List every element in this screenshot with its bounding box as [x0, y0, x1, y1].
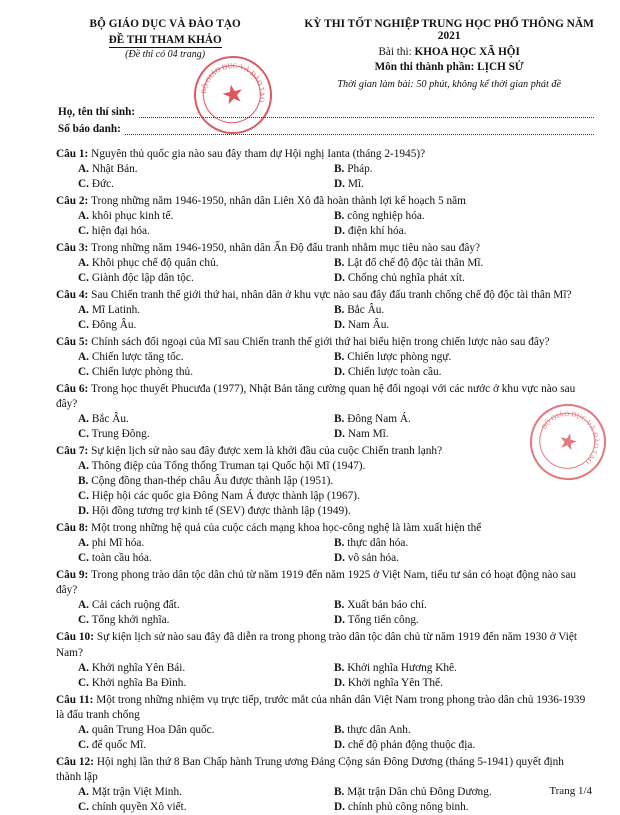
answer-option[interactable]	[78, 661, 334, 676]
answer-option[interactable]	[334, 162, 590, 177]
question-number: Câu 9:	[56, 569, 89, 582]
answer-option[interactable]	[78, 800, 334, 815]
question-stem	[56, 521, 590, 536]
answer-option[interactable]	[334, 224, 590, 239]
answer-option-text: chính quyền Xô viết.	[91, 800, 187, 813]
answer-option-text: vô sản hóa.	[347, 552, 399, 565]
answer-option-letter: D.	[334, 738, 345, 751]
answer-option-text: phi Mĩ hóa.	[91, 537, 145, 550]
answer-option[interactable]	[334, 412, 590, 427]
component-label: Môn thi thành phần:	[374, 61, 475, 73]
answer-options	[56, 536, 590, 566]
candidate-name-field[interactable]	[139, 108, 594, 118]
answer-option[interactable]	[334, 661, 590, 676]
answer-option[interactable]	[78, 613, 334, 628]
answer-option-letter: B.	[334, 661, 345, 674]
answer-option[interactable]	[78, 504, 590, 519]
answer-option-letter: A.	[78, 661, 89, 674]
component-value: LỊCH SỬ	[477, 61, 524, 73]
answer-option[interactable]	[78, 785, 334, 800]
answer-option-text: Tổng khởi nghĩa.	[91, 614, 170, 627]
answer-option-text: đế quốc Mĩ.	[91, 738, 147, 751]
answer-option-letter: C.	[78, 319, 89, 332]
candidate-id-row	[58, 123, 594, 135]
header-right-block	[304, 18, 594, 90]
answer-option-text: thực dân Anh.	[347, 723, 411, 736]
answer-option[interactable]	[78, 676, 334, 691]
answer-option-text: Cải cách ruộng đất.	[91, 599, 180, 612]
answer-options	[56, 412, 590, 442]
question-block	[56, 382, 590, 442]
answer-option-text: Đông Nam Á.	[347, 413, 411, 426]
question-text: Chính sách đối ngoại của Mĩ sau Chiến tranh thế giới thứ hai biểu hiện trong chiến lược nào sau đây?	[91, 336, 550, 349]
question-number: Câu 1:	[56, 148, 89, 160]
answer-option[interactable]	[334, 256, 590, 271]
answer-option-text: Mặt trận Dân chủ Đông Dương.	[347, 785, 492, 798]
answer-option[interactable]	[78, 738, 334, 753]
question-number: Câu 8:	[56, 522, 89, 535]
answer-option-text: Chiến lược phòng thủ.	[91, 366, 194, 379]
question-stem	[56, 194, 590, 209]
answer-option[interactable]	[78, 271, 334, 286]
answer-option[interactable]	[78, 162, 334, 177]
answer-option-text: quân Trung Hoa Dân quốc.	[91, 723, 215, 736]
question-list	[56, 147, 590, 815]
answer-option-letter: C.	[78, 366, 89, 379]
answer-option-letter: B.	[334, 599, 345, 612]
question-stem	[56, 382, 590, 412]
subject-group-line	[304, 46, 594, 58]
answer-option-letter: C.	[78, 614, 89, 627]
question-text: Sau Chiến tranh thế giới thứ hai, nhân dân ở khu vực nào sau đây đấu tranh chống chế độ độc tài thân Mĩ?	[91, 289, 572, 302]
candidate-name-row	[58, 106, 594, 118]
answer-option[interactable]	[334, 365, 590, 380]
question-block	[56, 521, 590, 566]
answer-option-letter: A.	[78, 460, 89, 473]
answer-option-letter: A.	[78, 599, 89, 612]
question-number: Câu 5:	[56, 336, 89, 349]
answer-option-text: Nam Âu.	[347, 319, 390, 332]
question-text: Một trong những hệ quả của cuộc cách mạng khoa học-công nghệ là làm xuất hiện thế	[91, 522, 482, 535]
answer-option[interactable]	[78, 350, 334, 365]
answer-option-text: Khôi phục chế độ quân chủ.	[91, 257, 219, 270]
question-block	[56, 755, 590, 815]
answer-option[interactable]	[334, 209, 590, 224]
component-subject-line	[304, 61, 594, 73]
answer-options	[56, 350, 590, 380]
answer-option-letter: B.	[334, 537, 345, 550]
answer-option-text: Hiệp hội các quốc gia Đông Nam Á được thành lập (1967).	[91, 490, 360, 503]
answer-option-letter: D.	[334, 552, 345, 565]
answer-option[interactable]	[334, 427, 590, 442]
answer-option-letter: D.	[334, 614, 345, 627]
question-stem	[56, 241, 590, 256]
answer-option[interactable]	[334, 350, 590, 365]
question-text: Trong những năm 1946-1950, nhân dân Liên Xô đã hoàn thành lợi kế hoạch 5 năm	[90, 195, 466, 208]
answer-option-letter: C.	[78, 272, 89, 285]
question-stem	[56, 630, 590, 660]
answer-option-text: Bắc Âu.	[91, 413, 129, 426]
answer-option-letter: A.	[78, 210, 89, 223]
answer-option-letter: A.	[78, 785, 89, 798]
answer-option[interactable]	[334, 318, 590, 333]
candidate-id-label: Số báo danh:	[58, 123, 121, 135]
question-number: Câu 12:	[56, 755, 94, 768]
answer-option-letter: D.	[78, 505, 89, 518]
answer-options	[56, 459, 590, 519]
ministry-name: BỘ GIÁO DỤC VÀ ĐÀO TẠO	[89, 18, 241, 30]
answer-options	[56, 598, 590, 628]
answer-option[interactable]	[334, 676, 590, 691]
answer-option[interactable]	[334, 613, 590, 628]
answer-option[interactable]	[334, 738, 590, 753]
answer-option[interactable]	[78, 365, 334, 380]
answer-option-letter: A.	[78, 304, 89, 317]
question-text: Hội nghị lần thứ 8 Ban Chấp hành Trung ương Đảng Cộng sản Đông Dương (tháng 5-1941) quyết định thành lập	[56, 755, 564, 783]
answer-option[interactable]	[334, 598, 590, 613]
answer-option-letter: C.	[78, 552, 89, 565]
page-footer: Trang 1/4	[549, 785, 592, 797]
svg-text:BỘ GIÁO DỤC VÀ ĐÀO TẠO: BỘ GIÁO DỤC VÀ ĐÀO TẠO	[199, 61, 267, 103]
answer-option-text: Khởi nghĩa Ba Đình.	[91, 676, 187, 689]
question-number: Câu 11:	[56, 693, 94, 706]
answer-option[interactable]	[78, 474, 590, 489]
answer-option-text: Bắc Âu.	[347, 304, 385, 317]
exam-type: ĐỀ THI THAM KHẢO	[108, 34, 222, 46]
answer-option-letter: D.	[334, 366, 345, 379]
answer-options	[56, 661, 590, 691]
answer-option-text: Thông điệp của Tổng thống Truman tại Quốc hội Mĩ (1947).	[91, 460, 366, 473]
answer-option-text: Giành độc lập dân tộc.	[91, 272, 194, 285]
question-block	[56, 194, 590, 239]
answer-option-letter: D.	[334, 272, 345, 285]
question-stem	[56, 444, 590, 459]
answer-option-text: Mặt trận Việt Minh.	[91, 785, 182, 798]
candidate-info	[58, 106, 594, 135]
page-count-note: (Đề thi có 04 trang)	[125, 49, 206, 60]
answer-option-text: Chống chủ nghĩa phát xít.	[347, 272, 465, 285]
answer-option-text: Tổng tiến công.	[347, 614, 419, 627]
answer-option[interactable]	[334, 271, 590, 286]
answer-option[interactable]	[78, 224, 334, 239]
answer-option[interactable]	[78, 209, 334, 224]
question-block	[56, 335, 590, 380]
answer-option[interactable]	[78, 256, 334, 271]
question-stem	[56, 693, 590, 723]
question-text: Trong những năm 1946-1950, nhân dân Ấn Độ đấu tranh nhằm mục tiêu nào sau đây?	[90, 242, 481, 255]
subject-group-value: KHOA HỌC XÃ HỘI	[414, 46, 520, 58]
answer-option[interactable]	[334, 177, 590, 192]
question-text: Nguyên thủ quốc gia nào sau đây tham dự Hội nghị Ianta (tháng 2-1945)?	[91, 148, 426, 160]
exam-title: KỲ THI TỐT NGHIỆP TRUNG HỌC PHỔ THÔNG NĂM 2021	[304, 18, 594, 42]
answer-option-letter: B.	[334, 304, 345, 317]
answer-option-letter: D.	[334, 800, 345, 813]
question-stem	[56, 335, 590, 350]
answer-option-letter: A.	[78, 723, 89, 736]
answer-options	[56, 723, 590, 753]
answer-option[interactable]	[78, 459, 590, 474]
answer-option-letter: B.	[334, 723, 345, 736]
question-text: Trong học thuyết Phucưđa (1977), Nhật Bản tăng cường quan hệ đối ngoại với các nước ở khu vực nào sau đây?	[56, 383, 576, 411]
question-stem	[56, 288, 590, 303]
answer-option-text: Mĩ.	[347, 178, 364, 191]
answer-option-text: toàn cầu hóa.	[91, 552, 152, 565]
answer-option-text: chế độ phản động thuộc địa.	[347, 738, 476, 751]
answer-option-letter: D.	[334, 225, 345, 238]
answer-option-text: Mĩ Latinh.	[91, 304, 141, 317]
question-stem	[56, 147, 590, 162]
answer-option-letter: C.	[78, 428, 89, 441]
answer-option-letter: B.	[334, 351, 345, 364]
question-stem	[56, 755, 590, 785]
answer-option-text: Khởi nghĩa Yên Thế.	[347, 676, 443, 689]
answer-option-letter: C.	[78, 178, 89, 191]
answer-option-text: Xuất bản báo chí.	[347, 599, 427, 612]
question-text: Sự kiện lịch sử nào sau đây đã diễn ra trong phong trào dân tộc dân chủ từ năm 1919 đến năm 1930 ở Việt Nam?	[56, 631, 578, 659]
answer-option-text: thực dân hóa.	[347, 537, 409, 550]
question-stem	[56, 568, 590, 598]
answer-option[interactable]	[78, 427, 334, 442]
answer-option[interactable]	[78, 412, 334, 427]
answer-option[interactable]	[334, 551, 590, 566]
answer-option-letter: B.	[334, 210, 345, 223]
answer-option-text: Chiến lược toàn cầu.	[347, 366, 442, 379]
answer-option-text: chính phủ công nông binh.	[347, 800, 469, 813]
answer-option-text: khôi phục kinh tế.	[91, 210, 174, 223]
answer-option-letter: C.	[78, 225, 89, 238]
question-number: Câu 4:	[56, 289, 89, 302]
time-note: Thời gian làm bài: 50 phút, không kể thời gian phát đề	[337, 79, 561, 90]
answer-options	[56, 162, 590, 192]
question-number: Câu 10:	[56, 631, 94, 644]
answer-option-letter: C.	[78, 676, 89, 689]
answer-option-letter: B.	[334, 413, 345, 426]
answer-option[interactable]	[78, 177, 334, 192]
answer-option-text: Chiến lược phòng ngự.	[347, 351, 452, 364]
answer-option-text: Nam Mĩ.	[347, 428, 389, 441]
answer-option-text: Khởi nghĩa Yên Bái.	[91, 661, 186, 674]
question-block	[56, 241, 590, 286]
question-block	[56, 693, 590, 753]
answer-option-letter: A.	[78, 413, 89, 426]
answer-option[interactable]	[334, 303, 590, 318]
answer-option-letter: A.	[78, 537, 89, 550]
answer-option-letter: D.	[334, 428, 345, 441]
answer-option[interactable]	[78, 598, 334, 613]
answer-option-letter: B.	[334, 163, 345, 176]
answer-option-letter: A.	[78, 351, 89, 364]
answer-option-letter: D.	[334, 319, 345, 332]
question-number: Câu 6:	[56, 383, 89, 396]
answer-option-text: hiện đại hóa.	[91, 225, 150, 238]
candidate-name-label: Họ, tên thí sinh:	[58, 106, 136, 118]
question-number: Câu 3:	[56, 242, 89, 255]
question-block	[56, 444, 590, 519]
question-text: Một trong những nhiệm vụ trực tiếp, trước mắt của nhân dân Việt Nam trong phong trào dân chủ 1936-1939 là đấu tranh chống	[56, 693, 586, 721]
answer-option-letter: B.	[78, 475, 89, 488]
answer-option-letter: B.	[334, 785, 345, 798]
answer-option-text: Nhật Bản.	[91, 163, 138, 176]
candidate-id-field[interactable]	[125, 125, 594, 135]
answer-option[interactable]	[334, 800, 590, 815]
seal-star-icon: ★	[218, 77, 248, 112]
subject-group-label: Bài thi:	[378, 46, 412, 58]
question-block	[56, 288, 590, 333]
secondary-seal-star-icon: ★	[555, 426, 581, 457]
answer-option-letter: A.	[78, 163, 89, 176]
answer-option[interactable]	[78, 303, 334, 318]
answer-option[interactable]	[78, 536, 334, 551]
answer-option-letter: C.	[78, 490, 89, 503]
question-number: Câu 7:	[56, 445, 89, 458]
answer-option-text: Lật đổ chế độ độc tài thân Mĩ.	[347, 257, 484, 270]
answer-option-letter: C.	[78, 800, 89, 813]
answer-option-text: điện khí hóa.	[347, 225, 407, 238]
question-block	[56, 147, 590, 192]
answer-option-text: Đông Âu.	[91, 319, 137, 332]
answer-options	[56, 303, 590, 333]
answer-option-text: Khởi nghĩa Hương Khê.	[347, 661, 457, 674]
answer-option-letter: A.	[78, 257, 89, 270]
answer-option[interactable]	[78, 489, 590, 504]
question-text: Sự kiện lịch sử nào sau đây được xem là khởi đầu của cuộc Chiến tranh lạnh?	[91, 445, 443, 458]
answer-options	[56, 256, 590, 286]
answer-option-text: Cộng đồng than-thép châu Âu được thành lập (1951).	[91, 475, 334, 488]
answer-option[interactable]	[78, 551, 334, 566]
answer-option-letter: C.	[78, 738, 89, 751]
answer-option-text: Đức.	[91, 178, 114, 191]
svg-text:BỘ GIÁO DỤC VÀ ĐÀO TẠO: BỘ GIÁO DỤC VÀ ĐÀO TẠO	[540, 409, 601, 466]
answer-option[interactable]	[78, 318, 334, 333]
answer-option[interactable]	[334, 723, 590, 738]
answer-options	[56, 785, 590, 815]
answer-option-text: Trung Đông.	[91, 428, 150, 441]
question-text: Trong phong trào dân tộc dân chủ từ năm 1919 đến năm 1925 ở Việt Nam, tiểu tư sản có hoạt động nào sau đây?	[56, 569, 576, 597]
question-block	[56, 630, 590, 690]
answer-option-text: Pháp.	[347, 163, 373, 176]
answer-options	[56, 209, 590, 239]
answer-option-text: Hội đồng tương trợ kinh tế (SEV) được thành lập (1949).	[91, 505, 351, 518]
answer-option-text: công nghiệp hóa.	[347, 210, 425, 223]
question-number: Câu 2:	[56, 195, 89, 208]
answer-option[interactable]	[78, 723, 334, 738]
answer-option-text: Chiến lược tăng tốc.	[91, 351, 184, 364]
answer-option-letter: D.	[334, 178, 345, 191]
answer-option-letter: B.	[334, 257, 345, 270]
question-block	[56, 568, 590, 628]
answer-option-letter: D.	[334, 676, 345, 689]
answer-option[interactable]	[334, 536, 590, 551]
